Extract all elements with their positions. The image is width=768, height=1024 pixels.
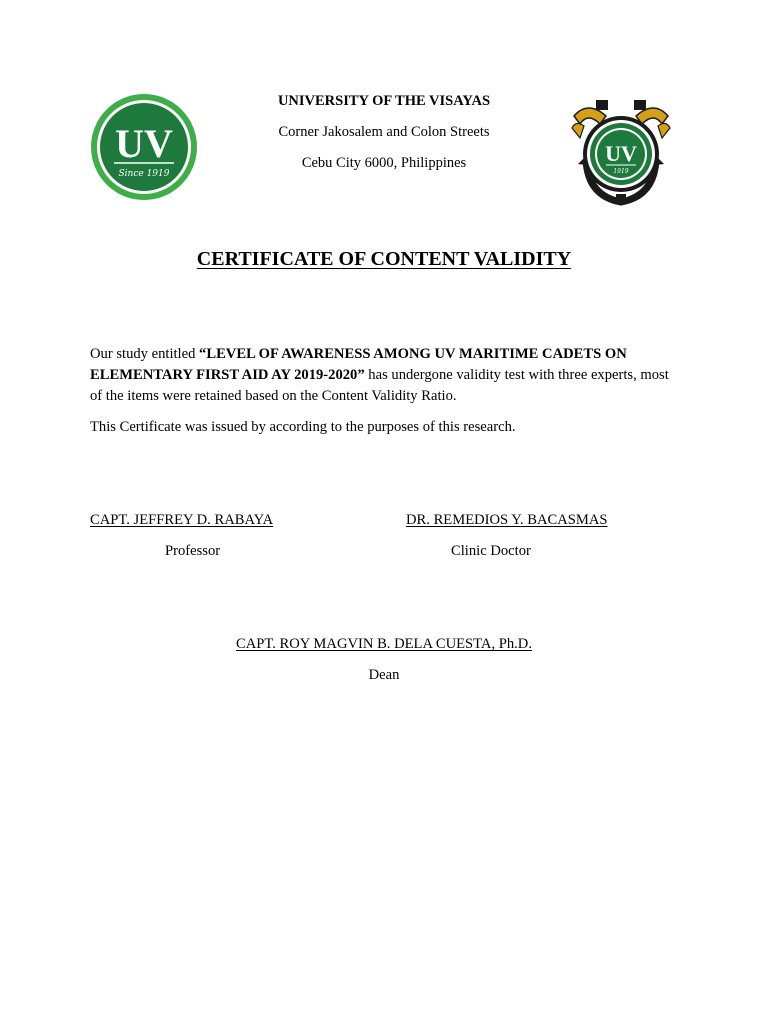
study-title: “LEVEL OF AWARENESS AMONG UV MARITIME CADETS ON ELEMENTARY FIRST AID AY 2019-2020”	[90, 346, 627, 383]
right-logo-year: 1919	[613, 168, 629, 175]
certificate-body	[90, 344, 680, 438]
left-logo-tagline: Since 1919	[118, 169, 170, 179]
body-intro: Our study entitled	[90, 346, 200, 362]
body-paragraph-1	[90, 344, 680, 407]
signatory-1-name	[90, 510, 273, 530]
signatory-2-role: Clinic Doctor	[451, 543, 531, 559]
signatory-3-name-text: CAPT. ROY MAGVIN B. DELA CUESTA, Ph.D.	[236, 636, 532, 652]
left-logo-monogram: UV	[115, 121, 173, 166]
certificate-title-text: CERTIFICATE OF CONTENT VALIDITY	[196, 248, 572, 270]
address-line-1: Corner Jakosalem and Colon Streets	[278, 124, 490, 140]
signatory-3-role: Dean	[368, 667, 400, 683]
address-line-2: Cebu City 6000, Philippines	[301, 155, 467, 171]
signatory-1-role: Professor	[165, 543, 221, 559]
certificate-title	[0, 246, 768, 272]
uv-logo-left	[90, 93, 198, 201]
institution-header	[200, 90, 568, 183]
signatory-3-name	[0, 634, 768, 654]
signatory-1-name-text: CAPT. JEFFREY D. RABAYA	[90, 512, 274, 528]
body-rest: has undergone validity test with three experts, most of the items were retained based on the Content Validity Ratio.	[90, 367, 669, 404]
signatory-2-name	[406, 510, 608, 530]
right-logo-monogram: UV	[605, 141, 637, 166]
uv-maritime-logo-right	[566, 98, 676, 206]
body-paragraph-2: This Certificate was issued by according to the purposes of this research.	[90, 419, 516, 435]
university-name: UNIVERSITY OF THE VISAYAS	[277, 93, 491, 109]
signatory-2-name-text: DR. REMEDIOS Y. BACASMAS	[406, 512, 608, 528]
